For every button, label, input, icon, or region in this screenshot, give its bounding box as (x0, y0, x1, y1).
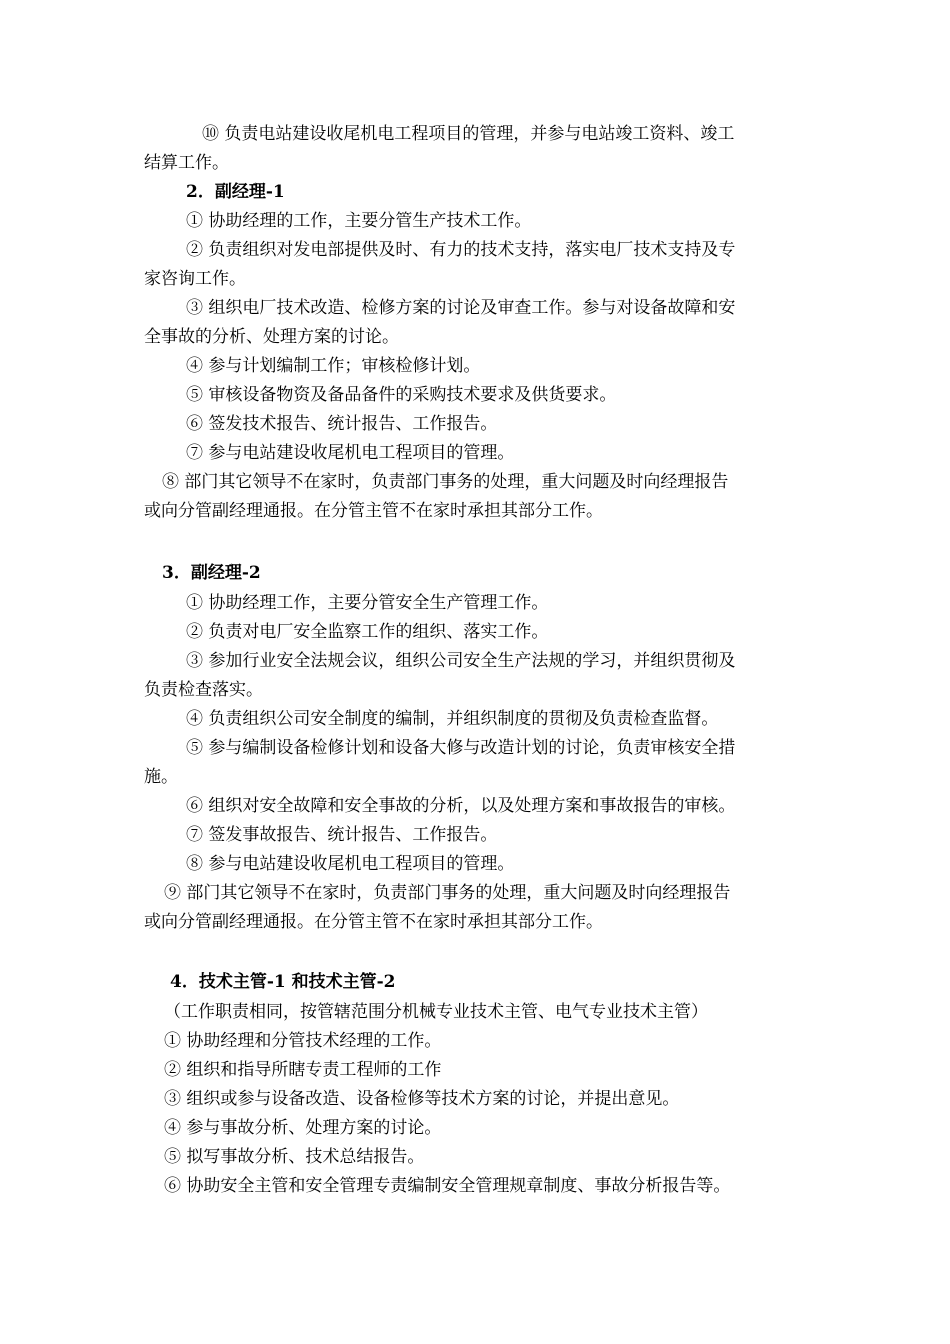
section4-item1: ① 协助经理和分管技术经理的工作。 (164, 1031, 442, 1051)
section4-note: （工作职责相同，按管辖范围分机械专业技术主管、电气专业技术主管） (164, 1002, 708, 1022)
section3-item8: ⑧ 参与电站建设收尾机电工程项目的管理。 (186, 854, 515, 874)
section1-item10-line1: ⑩ 负责电站建设收尾机电工程项目的管理，并参与电站竣工资料、竣工 (202, 124, 735, 144)
section4-heading: 4．技术主管-1 和技术主管-2 (170, 972, 396, 992)
section3-item5-line2: 施。 (144, 767, 178, 787)
section2-item5: ⑤ 审核设备物资及备品备件的采购技术要求及供货要求。 (186, 385, 617, 405)
section3-item3-line2: 负责检查落实。 (144, 680, 263, 700)
section2-item2-line1: ② 负责组织对发电部提供及时、有力的技术支持，落实电厂技术支持及专 (186, 240, 736, 260)
section3-heading: 3．副经理-2 (162, 563, 261, 583)
section2-item8-line1: ⑧ 部门其它领导不在家时，负责部门事务的处理，重大问题及时向经理报告 (162, 472, 729, 492)
section3-item7: ⑦ 签发事故报告、统计报告、工作报告。 (186, 825, 498, 845)
section4-item4: ④ 参与事故分析、处理方案的讨论。 (164, 1118, 442, 1138)
section4-item5: ⑤ 拟写事故分析、技术总结报告。 (164, 1147, 425, 1167)
section3-item6: ⑥ 组织对安全故障和安全事故的分析，以及处理方案和事故报告的审核。 (186, 796, 736, 816)
section2-item4: ④ 参与计划编制工作；审核检修计划。 (186, 356, 481, 376)
section3-item9-line2: 或向分管副经理通报。在分管主管不在家时承担其部分工作。 (144, 912, 603, 932)
section3-item5-line1: ⑤ 参与编制设备检修计划和设备大修与改造计划的讨论，负责审核安全措 (186, 738, 736, 758)
section2-item3-line1: ③ 组织电厂技术改造、检修方案的讨论及审查工作。参与对设备故障和安 (186, 298, 736, 318)
section3-item9-line1: ⑨ 部门其它领导不在家时，负责部门事务的处理，重大问题及时向经理报告 (164, 883, 731, 903)
section2-item6: ⑥ 签发技术报告、统计报告、工作报告。 (186, 414, 498, 434)
section2-item8-line2: 或向分管副经理通报。在分管主管不在家时承担其部分工作。 (144, 501, 603, 521)
section2-item1: ① 协助经理的工作，主要分管生产技术工作。 (186, 211, 532, 231)
section4-item2: ② 组织和指导所瞎专责工程师的工作 (164, 1060, 442, 1080)
section3-item1: ① 协助经理工作，主要分管安全生产管理工作。 (186, 593, 549, 613)
section4-item6: ⑥ 协助安全主管和安全管理专责编制安全管理规章制度、事故分析报告等。 (164, 1176, 731, 1196)
section4-item3: ③ 组织或参与设备改造、设备检修等技术方案的讨论，并提出意见。 (164, 1089, 680, 1109)
section2-item2-line2: 家咨询工作。 (144, 269, 246, 289)
section2-heading: 2．副经理-1 (186, 182, 285, 202)
section3-item4: ④ 负责组织公司安全制度的编制，并组织制度的贯彻及负责检查监督。 (186, 709, 719, 729)
section3-item3-line1: ③ 参加行业安全法规会议，组织公司安全生产法规的学习，并组织贯彻及 (186, 651, 736, 671)
section3-item2: ② 负责对电厂安全监察工作的组织、落实工作。 (186, 622, 549, 642)
section1-item10-line2: 结算工作。 (144, 153, 229, 173)
section2-item7: ⑦ 参与电站建设收尾机电工程项目的管理。 (186, 443, 515, 463)
section2-item3-line2: 全事故的分析、处理方案的讨论。 (144, 327, 399, 347)
